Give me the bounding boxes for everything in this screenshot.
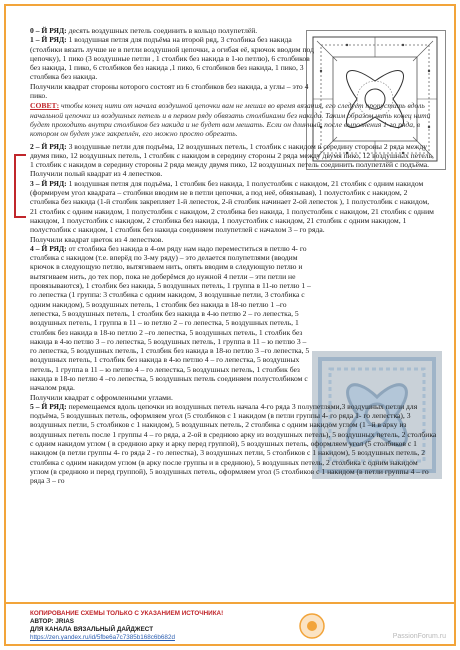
instructions	[30, 26, 438, 486]
row-3: 3 – Й РЯД: 1 воздушная петля для подъёма, 1 столбик без накида, 1 полустолбик с накидом, 21 столбик с одним накидом (формируем угол квадрата – столбики вводим не в петли цепочки, а под неё, обвязывая), 1 полустолбик с накидом, 2 столбика без накида (1-й столбик закрепляет 1-й лепесток, 2-й столбик начинает 2-ой лепесток ), 1 полустолбик с накидом, 21 столбик с одним накидом, 1 полустолбик с накидом, 2 столбика без накида, 1 полустолбик с накидом, 21 столбик с одним накидом, 1 полустолбик с накидом, 2 столбика без накида, 1 полустолбик с накидом, 21 столбик с одним накидом, 1 полустолбик с накидом, 1 столбик без накида соединяем полупетлей с началом 3 – го ряда.	[30, 178, 434, 235]
tip-marker	[14, 154, 26, 218]
logo-icon	[298, 612, 326, 640]
watermark: PassionForum.ru	[392, 633, 446, 640]
row-4: 4 – Й РЯД: от столбика без накида в 4-ом ряду нам надо переместиться в петлю 4- го столбика с накидом (т.е. вперёд по 3-му ряду) – это делается полупетлями (вводим крючок в следующую петлю, вытягиваем нить, опять вводим в следующую петлю и вытягиваем нить, до тех пор, пока не доберёмся до нужной 4 петли – эти петли не провязываются), 1 столбик без накида, 5 воздушных петель, 1 группа в 11-ю петлю 1 –го лепестка (1 группа: 3 столбика с одним накидом, 3 воздушные петли, 3 столбика с одним накидом), 5 воздушных петель, 1 столбик без накида в 18-ю петлю 1 –го лепестка, 5 воздушных петель, 1 столбик без накида в 4-ю петлю 2 – го лепестка, 5 воздушных петель, 1 группа в 11 – ю петлю 2 – го лепестка, 5 воздушных петель, 1 столбик без накида в 18-ю петлю 2 –го лепестка, 5 воздушных петель, 1 столбик без накида в 4-ю петлю 3 – го лепестка, 5 воздушных петель, 1 группа в 11 – ю петлю 3 – го лепестка, 5 воздушных петель, 1 столбик без накида в 18-ю петлю 3 –го лепестка, 5 воздушных петель, 1 столбик без накида в 4-ю петлю 4 – го лепестка, 5 воздушных петель, 1 группа в 11 – ю петлю 4 – го лепестка, 5 воздушных петель, 1 столбик без накида в 18-ю петлю 4 –го лепестка, 5 воздушных петель соединяем полустолбиком с началом ряда.	[30, 243, 311, 393]
author: АВТОР: JRIAS	[30, 618, 74, 625]
channel: ДЛЯ КАНАЛА ВЯЗАЛЬНЫЙ ДАЙДЖЕСТ	[30, 626, 154, 633]
row-1-result: Получили квадрат стороны которого состоят из 6 столбиков без накида, а углы – это 4 пико.	[30, 81, 309, 101]
row-1: 1 – Й РЯД: 1 воздушная петля для подъёма на второй ряд, 3 столбика без накида (столбики вязать лучше не в петли воздушной цепочки, а огибая её, крючок вводим под цепочку), 1 пико (3 воздушные петли , 1 столбик без накида в 1-ю петлю), 6 столбиков без накида, 1 пико, 6 столбиков без накида ,1 пико, 6 столбиков без накида, 1 пико, 3 столбика без накида.	[30, 35, 314, 82]
row-0: 0 – Й РЯД: десять воздушных петель соединить в кольцо полупетлёй.	[30, 26, 258, 35]
row-2-result: Получили полый квадрат из 4 лепестков.	[30, 169, 163, 179]
tip: СОВЕТ: чтобы конец нити от начала воздушной цепочки вам не мешал во время вязания, его следует пропустить вдоль начальной цепочки из воздушных петель и в первом ряду обвязать столбиками без накида. Таким образом нить конец нити будет проходить внутри столбиков без накида и не будет вам мешать. Если он длинный, после выполнения 1-го ряда, в котором он будет уже закреплён, его можно просто обрезать.	[30, 101, 431, 139]
row-5: 5 – Й РЯД: перемещаемся вдоль цепочки из воздушных петель начала 4-го ряда 3 полупетлями,3 воздушных петли для подъёма, 5 воздушных петель, оформляем угол (5 столбиков с 1 накидом (в петли группы 4- го ряда 1- го лепестка), 3 воздушных петли, 5 столбиков с 1 накидом), 5 воздушных петель, 2 столбика с одним накидом углом (1 –й в арку из воздушных петель после 1 группы 4 – го ряда, а 2-ой в среднюю арку из воздушных петель), 5 воздушных петель, 2 столбика с одним накидом углом ( в среднюю арку и арку перед группой), 5 воздушных петель, оформляем угол (5 столбиков с 1 накидом (в петли группы 4- го ряда 2 - го лепестка), 3 воздушных петли, 5 столбиков с 1 накидом), 5 воздушных петель, 2 столбика с одним накидом углом (в арку после группы и в среднюю), 5 воздушных петель, 2 столбика с одним накидом углом (в среднюю и перед группой), 5 воздушных петель, оформляем угол (5 столбиков с 1 накидом (в петли группы 4 – го ряда 3 – го	[30, 401, 437, 486]
copyright-notice: КОПИРОВАНИЕ СХЕМЫ ТОЛЬКО С УКАЗАНИЕМ ИСТОЧНИКА!	[30, 610, 224, 617]
copyright-footer	[30, 610, 410, 642]
row-2: 2 – Й РЯД: 3 воздушные петли для подъёма, 12 воздушных петель, 1 столбик с накидом в середину стороны 2 ряда между двумя пико, 12 воздушных петель, 1 столбик с накидом в середину стороны 2 ряда между двумя пико, 12 воздушных петель, 1 столбик с накидом в середину стороны 2 ряда между двумя пико, 12 воздушных петель соединить полупетлёй с подъёма.	[30, 141, 434, 170]
row-4-result: Получили квадрат с офромленными углами.	[30, 392, 173, 402]
channel-link[interactable]: https://zen.yandex.ru/id/5fbe6a7c7385b168c6b682d	[30, 634, 175, 641]
row-3-result: Получили квадрат цветок из 4 лепестков.	[30, 234, 164, 244]
bottom-divider	[4, 602, 456, 604]
